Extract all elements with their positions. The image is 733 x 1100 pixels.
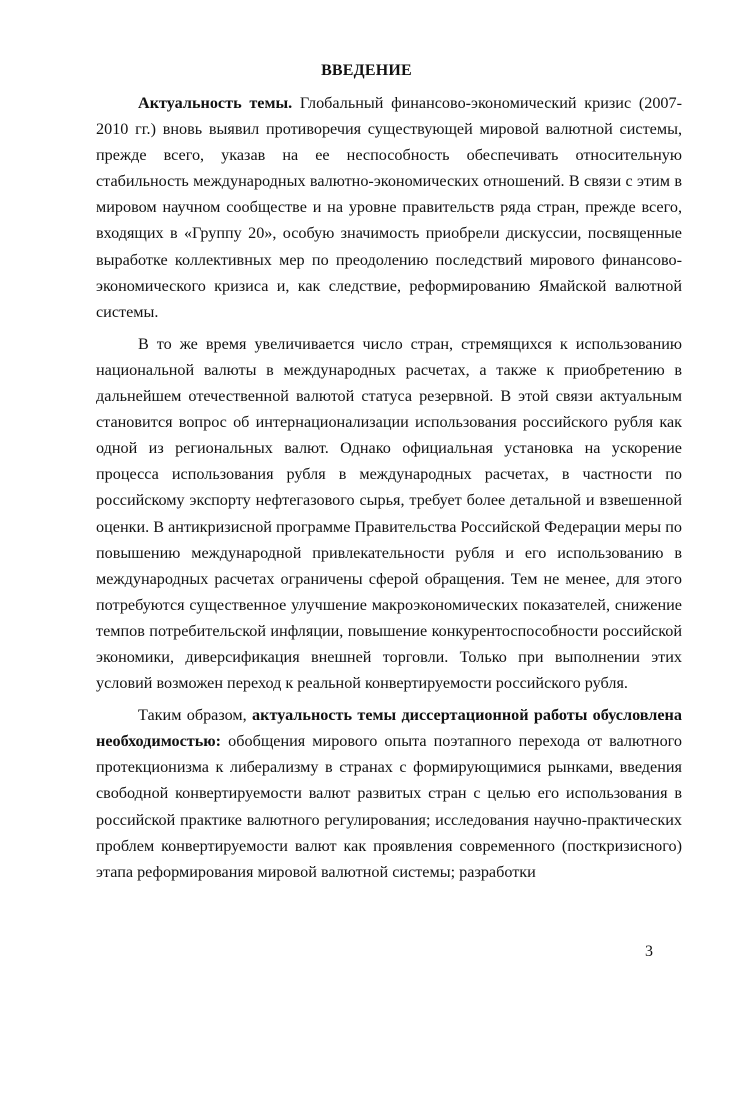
paragraph-emphasis: актуальность темы диссертационной работы обусловлена необходимостью: — [96, 706, 682, 751]
paragraph-conclusion — [96, 702, 682, 885]
paragraph-text: обобщения мирового опыта поэтапного перехода от валютного протекционизма к либерализму в странах с формирующимися рынками, введения свободной конвертируемости валют развитых стран с целью его использования в российской практике валютного регулирования; исследования научно-практических проблем конвертируемости валют как проявления современного (посткризисного) этапа реформирования мировой валютной системы; разработки — [96, 732, 682, 881]
page-number: 3 — [645, 943, 653, 960]
paragraph-intro: Таким образом, — [138, 706, 253, 725]
paragraph-national-currency — [96, 331, 682, 696]
paragraph-text: Глобальный финансово-экономический кризис (2007-2010 гг.) вновь выявил противоречия существующей мировой валютной системы, прежде всего, указав на ее неспособность обеспечивать относительную стабильность международных валютно-экономических отношений. В связи с этим в мировом научном сообществе и на уровне правительств ряда стран, прежде всего, входящих в «Группу 20», особую значимость приобрели дискуссии, посвященные выработке коллективных мер по преодолению последствий мирового финансово-экономического кризиса и, как следствие, реформированию Ямайской валютной системы. — [96, 94, 682, 321]
paragraph-text: В то же время увеличивается число стран, стремящихся к использованию национальной валюты в международных расчетах, а также к приобретению в дальнейшем отечественной валютой статуса резервной. В этой связи актуальным становится вопрос об интернационализации использования российского рубля как одной из региональных валют. Однако официальная установка на ускорение процесса использования рубля в международных расчетах, в частности по российскому экспорту нефтегазового сырья, требует более детальной и взвешенной оценки. В антикризисной программе Правительства Российской Федерации меры по повышению международной привлекательности рубля и его использованию в международных расчетах ограничены сферой обращения. Тем не менее, для этого потребуются существенное улучшение макроэкономических показателей, снижение темпов потребительской инфляции, повышение конкурентоспособности российской экономики, диверсификация внешней торговли. Только при выполнении этих условий возможен переход к реальной конвертируемости российского рубля. — [96, 334, 682, 693]
page-title: ВВЕДЕНИЕ — [321, 62, 412, 79]
body-text — [96, 90, 682, 885]
paragraph-lead: Актуальность темы. — [138, 94, 293, 112]
paragraph-relevance — [96, 90, 682, 325]
